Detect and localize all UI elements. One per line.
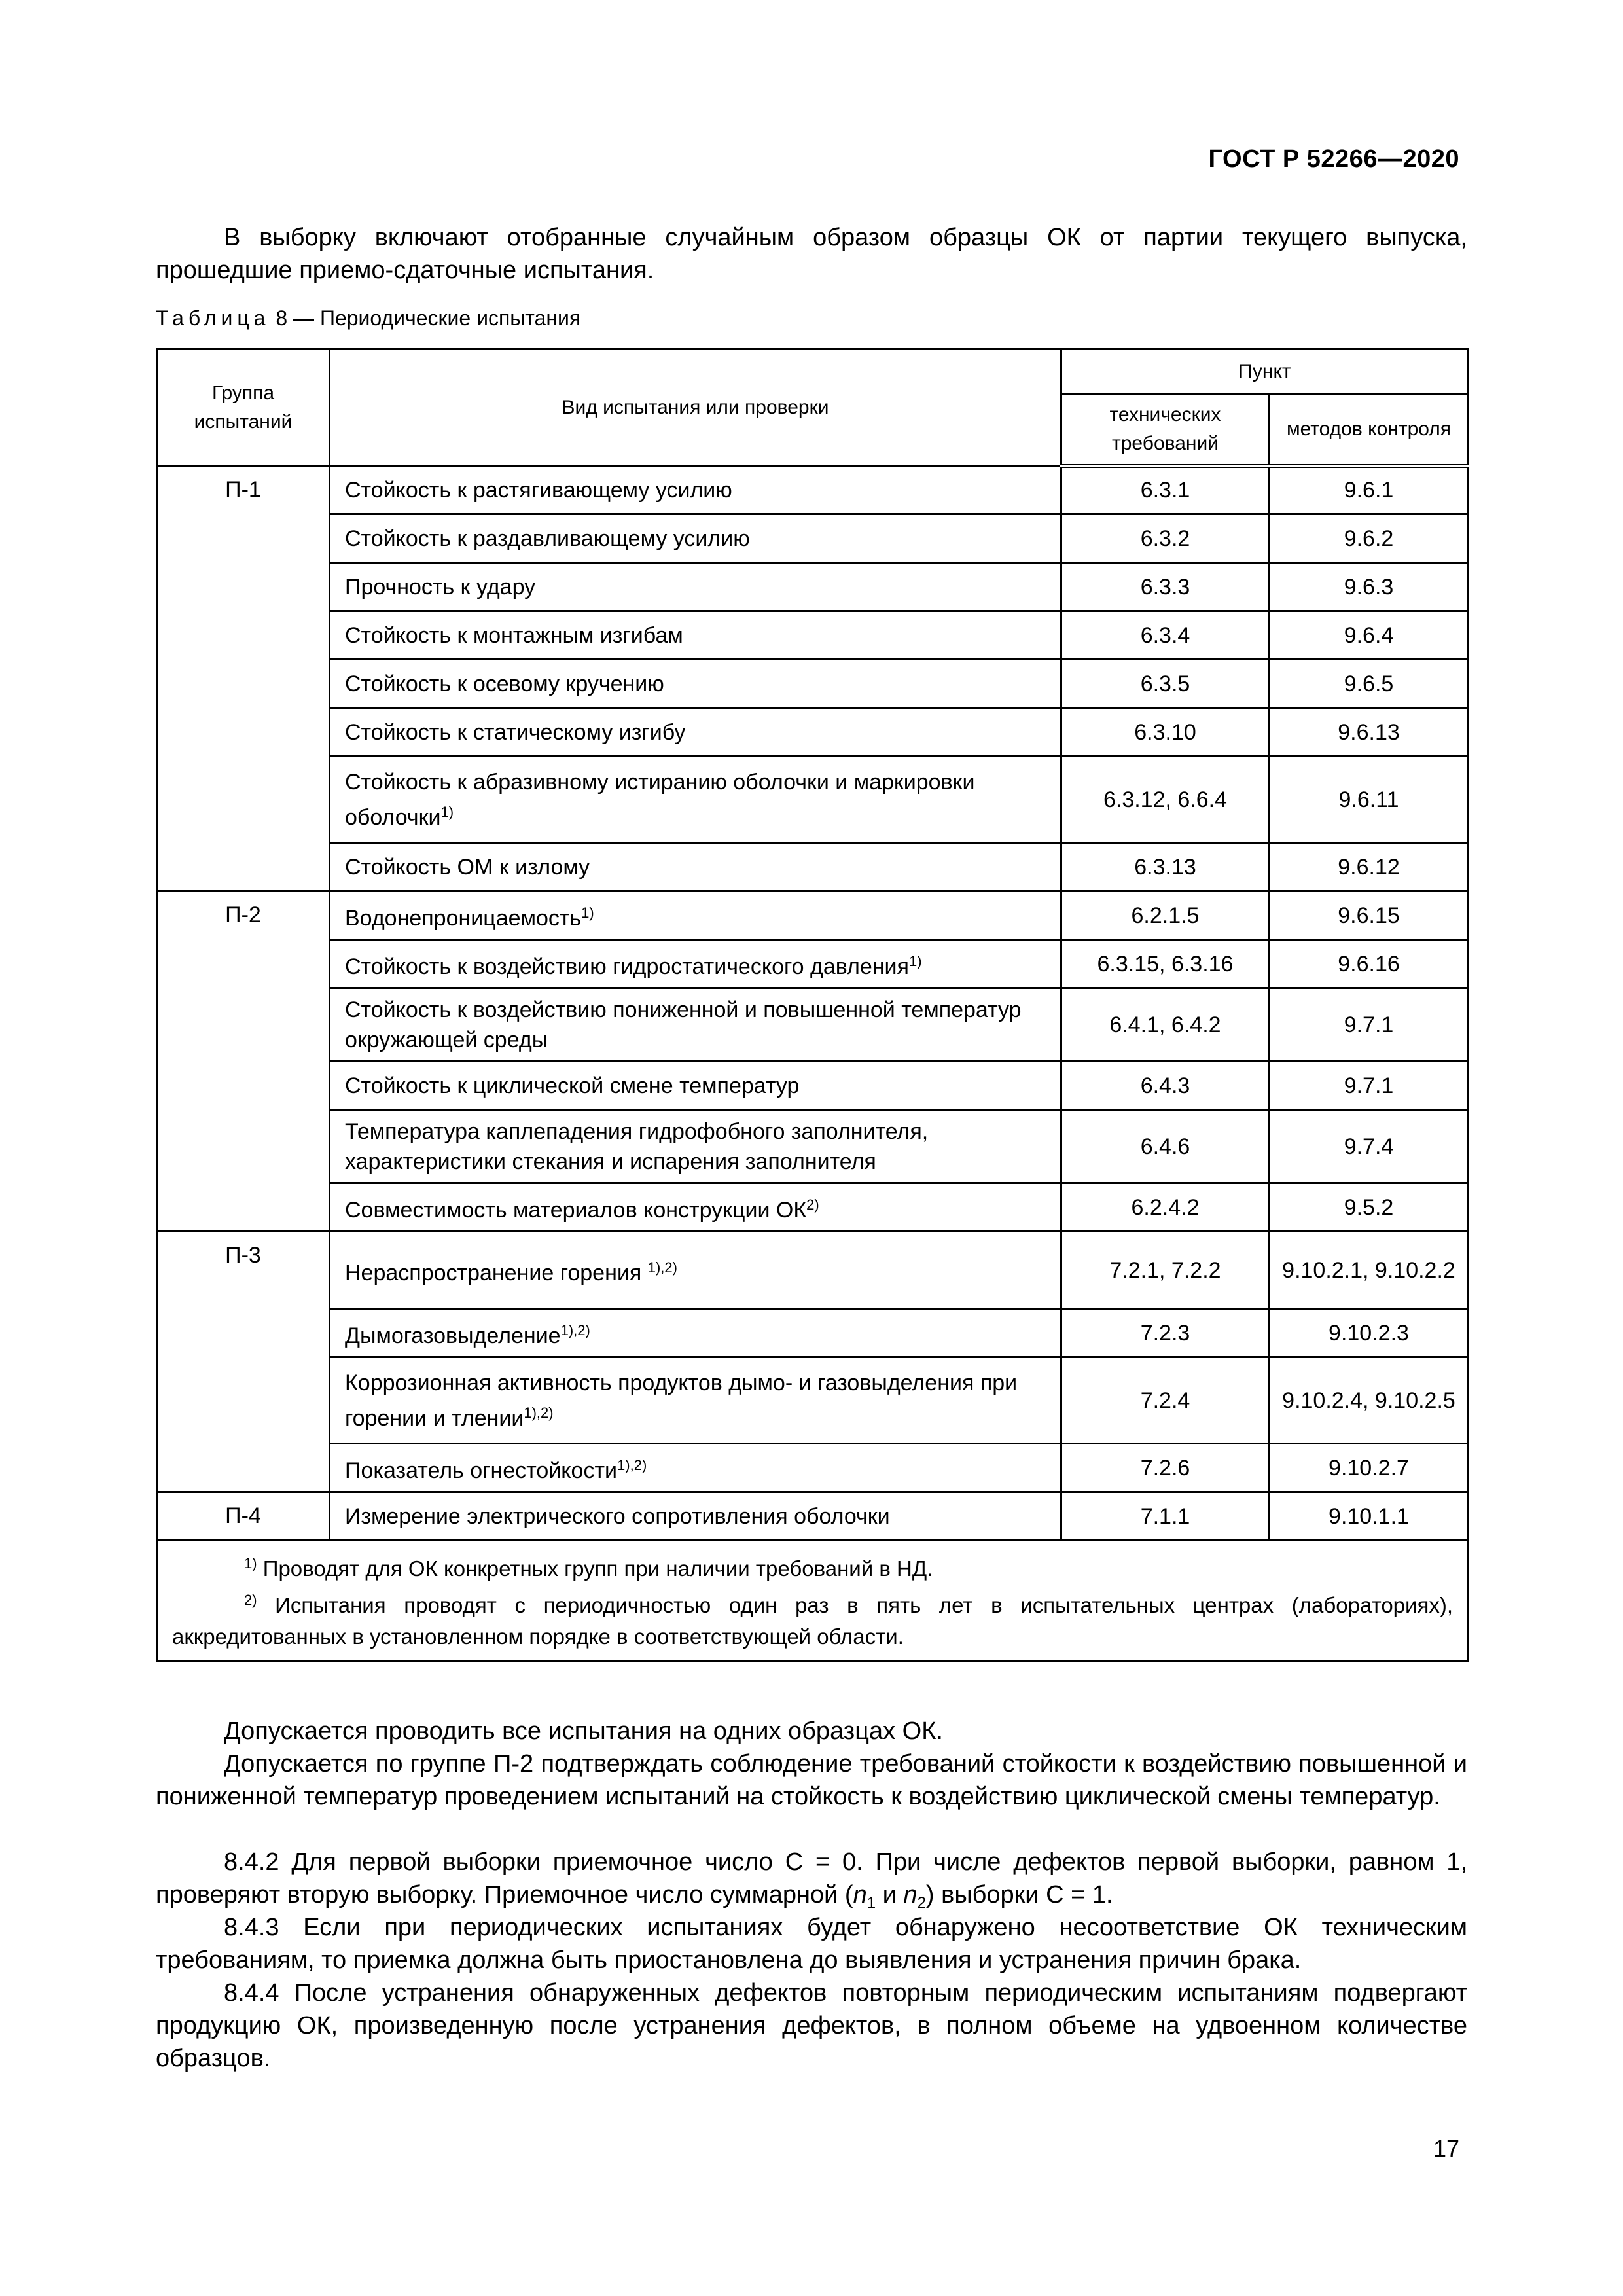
test-name-cell: Стойкость к воздействию гидростатического давления$^{1)}$ <box>330 940 1061 988</box>
header-tech-requirements: технических требований <box>1061 394 1270 466</box>
intro-paragraph: В выборку включают отобранные случайным образом образцы ОК от партии текущего выпуска, прошедшие приемо-сдаточные испытания. <box>156 224 1467 284</box>
test-name-cell: Стойкость к статическому изгибу <box>330 708 1061 757</box>
tech-requirements-cell: 6.3.4 <box>1061 611 1270 660</box>
test-name-cell: Водонепроницаемость$^{1)}$ <box>330 891 1061 940</box>
paragraph-same-samples: Допускается проводить все испытания на одних образцах ОК. <box>224 1717 943 1745</box>
control-method-cell: 9.6.15 <box>1270 891 1469 940</box>
footnote-ref: 1),2) <box>560 1321 590 1338</box>
control-method-cell: 9.6.13 <box>1270 708 1469 757</box>
header-control-methods: методов контроля <box>1270 394 1469 466</box>
tech-requirements-cell: 6.3.2 <box>1061 514 1270 563</box>
table-body <box>157 466 1469 1541</box>
paragraph-8-4-3: 8.4.3 Если при периодических испытаниях будет обнаружено несоответствие ОК техническим требованиям, то приемка должна быть приостановлена до выявления и устранения причин брака. <box>156 1914 1467 1974</box>
control-method-cell: 9.6.3 <box>1270 563 1469 611</box>
control-method-cell: 9.7.4 <box>1270 1110 1469 1183</box>
paragraph-8-4-2: 8.4.2 Для первой выборки приемочное число С = 0. При числе дефектов первой выборки, равном 1, проверяют вторую выборку. Приемочное число суммарной ($n_1$ и $n_2$) выборки С = 1. <box>156 1848 1467 1912</box>
control-method-cell: 9.10.2.1, 9.10.2.2 <box>1270 1232 1469 1309</box>
paragraph-8-4-4: 8.4.4 После устранения обнаруженных дефектов повторным периодическим испытаниям подвергают продукцию ОК, произведенную после устранения дефектов, в полном объеме на удвоенном количестве образцов. <box>156 1979 1467 2072</box>
tech-requirements-cell: 6.3.10 <box>1061 708 1270 757</box>
control-method-cell: 9.10.2.4, 9.10.2.5 <box>1270 1357 1469 1444</box>
control-method-cell: 9.6.11 <box>1270 757 1469 843</box>
control-method-cell: 9.6.1 <box>1270 466 1469 514</box>
table-row <box>157 514 1469 563</box>
test-name-cell: Измерение электрического сопротивления оболочки <box>330 1492 1061 1541</box>
header-test-type: Вид испытания или проверки <box>330 350 1061 466</box>
group-cell: П-1 <box>157 466 330 891</box>
control-method-cell: 9.7.1 <box>1270 1062 1469 1110</box>
table-caption-label: Таблица <box>156 306 270 330</box>
table-row <box>157 708 1469 757</box>
control-method-cell: 9.10.1.1 <box>1270 1492 1469 1541</box>
table-row <box>157 843 1469 891</box>
footnote-ref: 1),2) <box>524 1404 554 1421</box>
table-footnotes <box>157 1541 1469 1662</box>
header-group: Группа испытаний <box>157 350 330 466</box>
tech-requirements-cell: 6.3.12, 6.6.4 <box>1061 757 1270 843</box>
header-clause: Пункт <box>1061 350 1469 394</box>
test-name-cell: Стойкость к раздавливающему усилию <box>330 514 1061 563</box>
test-name-cell: Совместимость материалов конструкции ОК$^{2)}$ <box>330 1183 1061 1232</box>
control-method-cell: 9.6.12 <box>1270 843 1469 891</box>
group-cell: П-4 <box>157 1492 330 1541</box>
test-name-cell: Нераспространение горения $^{1),2)}$ <box>330 1232 1061 1309</box>
test-name-cell: Прочность к удару <box>330 563 1061 611</box>
control-method-cell: 9.5.2 <box>1270 1183 1469 1232</box>
group-cell: П-2 <box>157 891 330 1232</box>
tech-requirements-cell: 6.3.1 <box>1061 466 1270 514</box>
footnote-ref: 1),2) <box>647 1259 677 1276</box>
table-row <box>157 1357 1469 1444</box>
tech-requirements-cell: 6.3.15, 6.3.16 <box>1061 940 1270 988</box>
tech-requirements-cell: 7.2.3 <box>1061 1309 1270 1357</box>
table-row <box>157 1110 1469 1183</box>
test-name-cell: Стойкость к абразивному истиранию оболочки и маркировки оболочки$^{1)}$ <box>330 757 1061 843</box>
footnote-ref: 1) <box>440 803 454 820</box>
test-name-cell: Стойкость к монтажным изгибам <box>330 611 1061 660</box>
group-cell: П-3 <box>157 1232 330 1492</box>
table-row <box>157 1492 1469 1541</box>
table-row <box>157 1062 1469 1110</box>
periodic-tests-table <box>156 348 1469 1662</box>
control-method-cell: 9.6.2 <box>1270 514 1469 563</box>
table-row <box>157 757 1469 843</box>
test-name-cell: Показатель огнестойкости$^{1),2)}$ <box>330 1444 1061 1492</box>
tech-requirements-cell: 6.3.13 <box>1061 843 1270 891</box>
tech-requirements-cell: 6.4.6 <box>1061 1110 1270 1183</box>
control-method-cell: 9.6.5 <box>1270 660 1469 708</box>
control-method-cell: 9.10.2.3 <box>1270 1309 1469 1357</box>
test-name-cell: Стойкость ОМ к излому <box>330 843 1061 891</box>
document-code-header: ГОСТ Р 52266—2020 <box>1208 145 1459 173</box>
footnote-2: $^{2)}$ Испытания проводят с периодичностью один раз в пять лет в испытательных центрах (лабораториях), аккредитованных в установленном порядке в соответствующей области. <box>172 1592 1453 1649</box>
tech-requirements-cell: 7.2.6 <box>1061 1444 1270 1492</box>
table-caption <box>156 306 580 331</box>
table-row <box>157 891 1469 940</box>
test-name-cell: Стойкость к растягивающему усилию <box>330 466 1061 514</box>
tech-requirements-cell: 6.3.5 <box>1061 660 1270 708</box>
test-name-cell: Стойкость к воздействию пониженной и повышенной температур окружающей среды <box>330 988 1061 1062</box>
control-method-cell: 9.6.4 <box>1270 611 1469 660</box>
tech-requirements-cell: 6.4.3 <box>1061 1062 1270 1110</box>
table-row <box>157 1183 1469 1232</box>
page-number: 17 <box>1433 2135 1459 2162</box>
paragraph-p2-group: Допускается по группе П-2 подтверждать соблюдение требований стойкости к воздействию повышенной и пониженной температур проведением испытаний на стойкость к воздействию циклической смены температур. <box>156 1750 1467 1810</box>
table-row <box>157 611 1469 660</box>
footnote-ref: 1) <box>908 952 922 969</box>
tech-requirements-cell: 6.2.4.2 <box>1061 1183 1270 1232</box>
control-method-cell: 9.10.2.7 <box>1270 1444 1469 1492</box>
table-row <box>157 1309 1469 1357</box>
test-name-cell: Дымогазовыделение$^{1),2)}$ <box>330 1309 1061 1357</box>
table-row <box>157 466 1469 514</box>
footnote-ref: 1),2) <box>617 1456 647 1473</box>
table-row <box>157 988 1469 1062</box>
test-name-cell: Стойкость к осевому кручению <box>330 660 1061 708</box>
test-name-cell: Стойкость к циклической смене температур <box>330 1062 1061 1110</box>
tech-requirements-cell: 6.3.3 <box>1061 563 1270 611</box>
table-caption-title: 8 — Периодические испытания <box>276 306 581 330</box>
tech-requirements-cell: 7.2.1, 7.2.2 <box>1061 1232 1270 1309</box>
table-row <box>157 660 1469 708</box>
control-method-cell: 9.7.1 <box>1270 988 1469 1062</box>
table-row <box>157 1444 1469 1492</box>
tech-requirements-cell: 6.4.1, 6.4.2 <box>1061 988 1270 1062</box>
table-row <box>157 563 1469 611</box>
table-row <box>157 1232 1469 1309</box>
tech-requirements-cell: 7.2.4 <box>1061 1357 1270 1444</box>
footnote-ref: 1) <box>581 904 594 921</box>
tech-requirements-cell: 6.2.1.5 <box>1061 891 1270 940</box>
footnote-1: $^{1)}$ Проводят для ОК конкретных групп при наличии требований в НД. <box>244 1555 933 1581</box>
control-method-cell: 9.6.16 <box>1270 940 1469 988</box>
test-name-cell: Температура каплепадения гидрофобного заполнителя, характеристики стекания и испарения заполнителя <box>330 1110 1061 1183</box>
table-row <box>157 940 1469 988</box>
footnote-ref: 2) <box>806 1196 819 1213</box>
test-name-cell: Коррозионная активность продуктов дымо- и газовыделения при горении и тлении$^{1),2)}$ <box>330 1357 1061 1444</box>
tech-requirements-cell: 7.1.1 <box>1061 1492 1270 1541</box>
